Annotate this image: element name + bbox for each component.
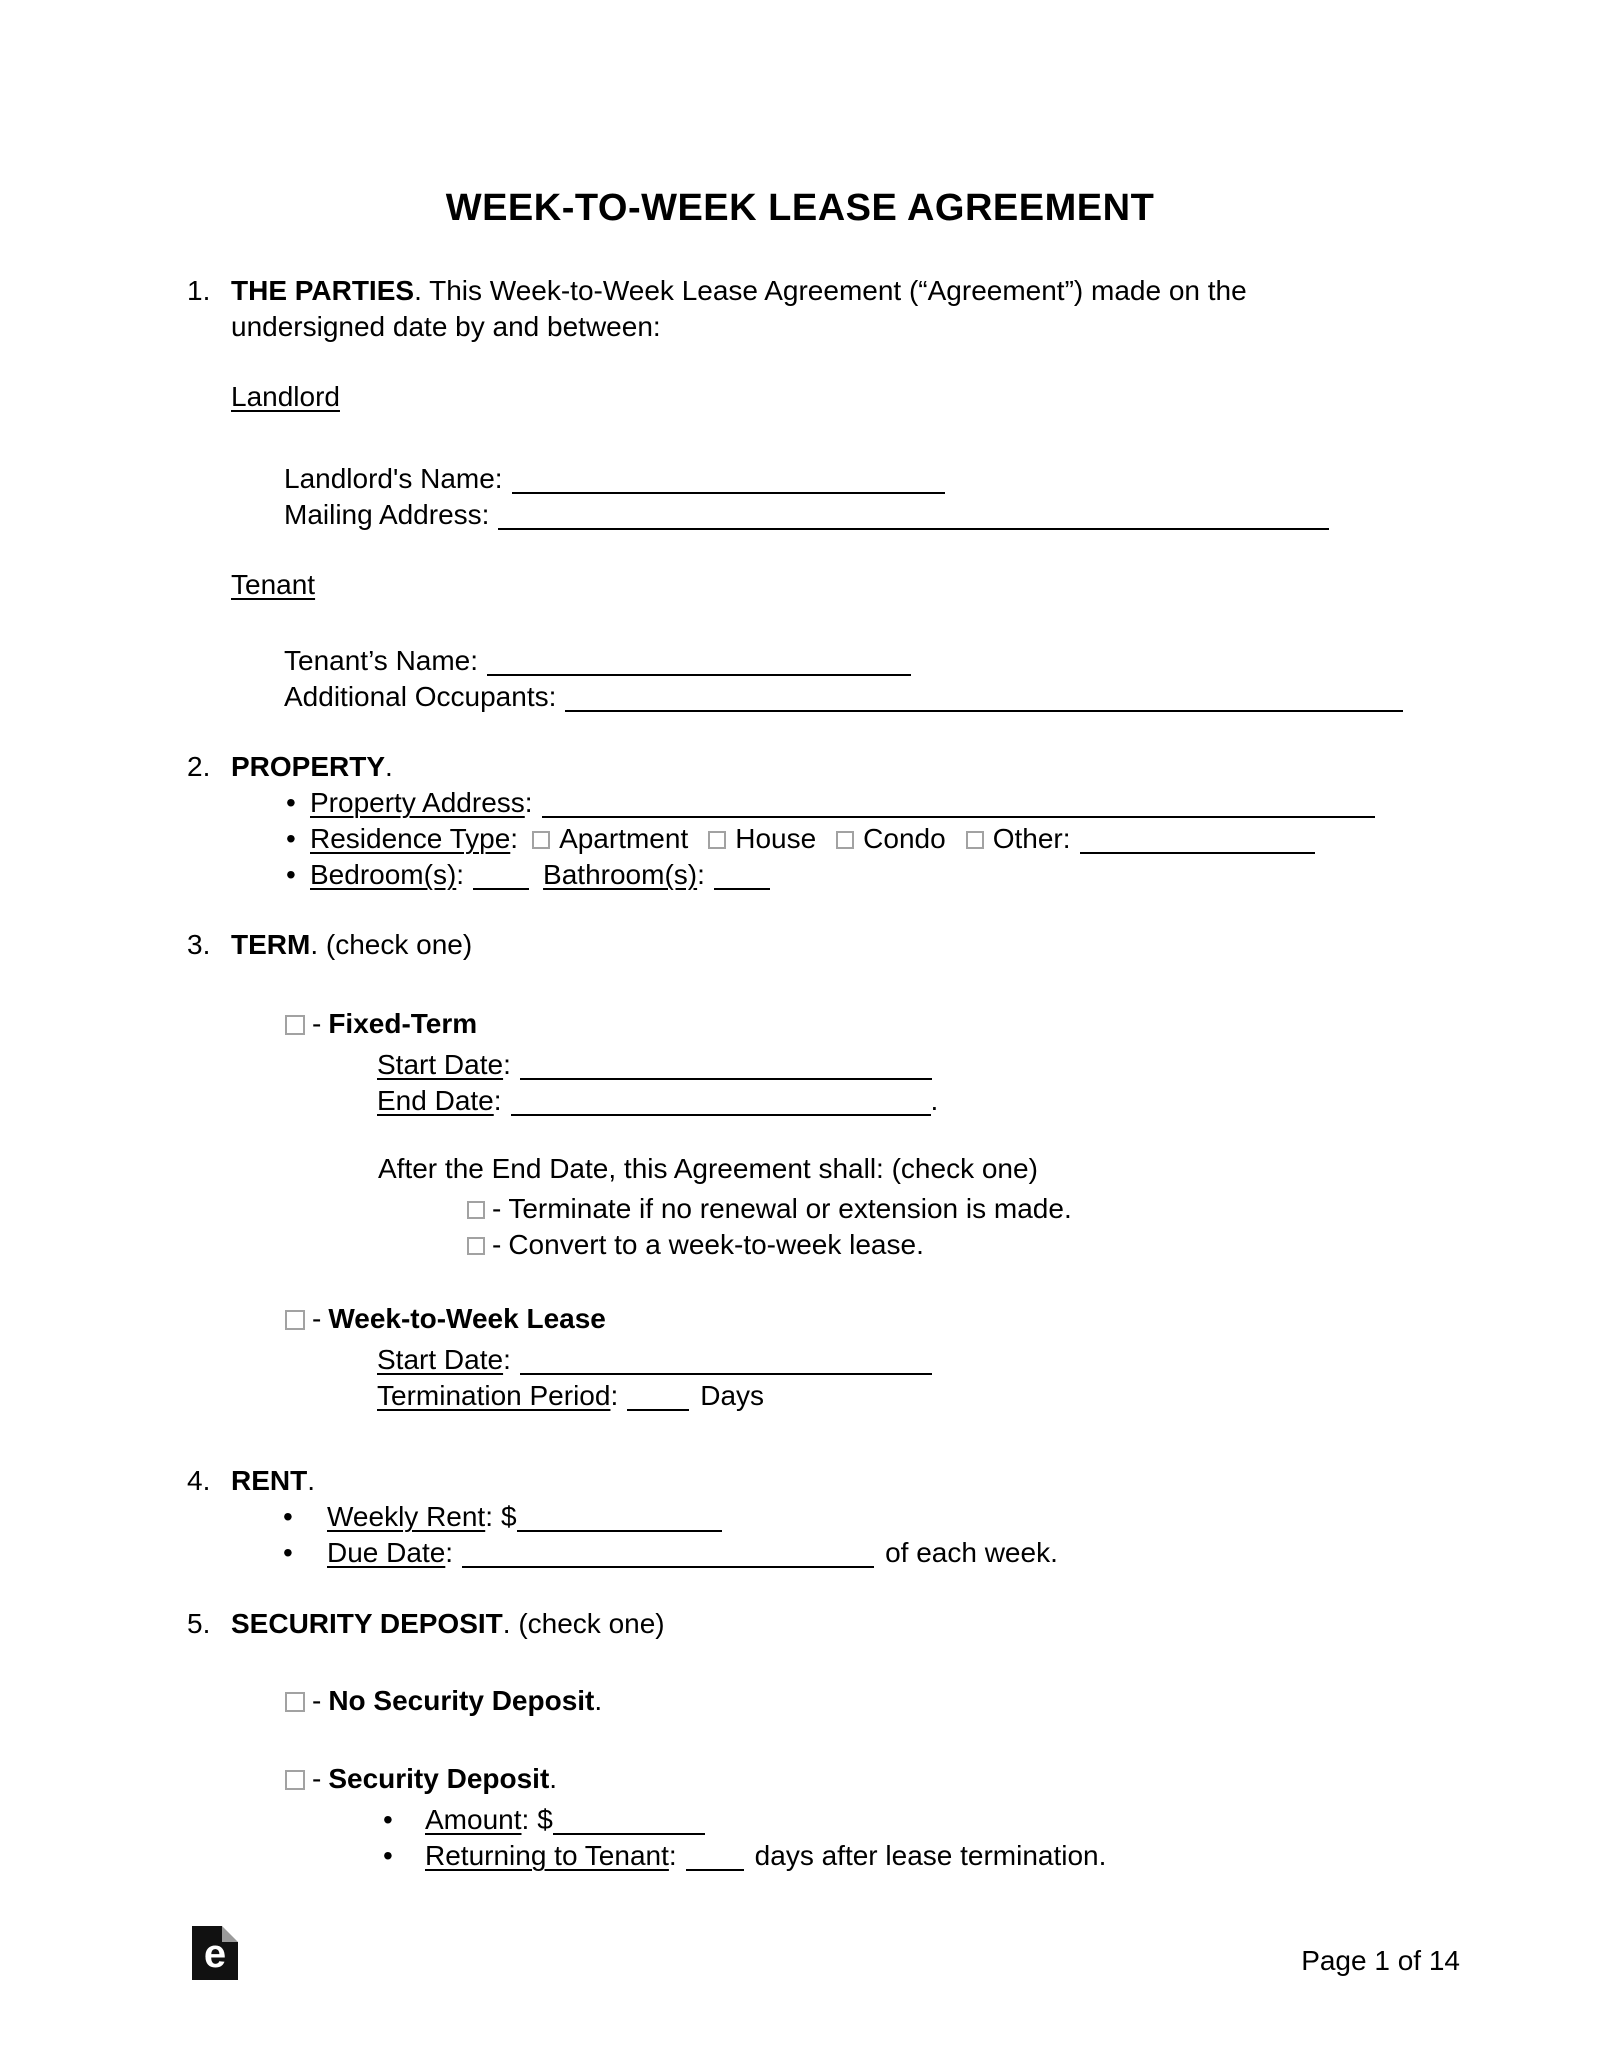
colon: : — [493, 1085, 502, 1116]
property-address-line — [310, 786, 1375, 820]
section-5-number: 5. — [187, 1608, 211, 1639]
returning-to-tenant-label: Returning to Tenant — [425, 1840, 669, 1871]
amount-label: Amount — [425, 1804, 522, 1835]
returning-days-blank[interactable] — [686, 1843, 744, 1871]
bullet-icon: • — [286, 859, 296, 890]
weekly-rent-line — [327, 1500, 722, 1534]
period: . — [594, 1685, 603, 1716]
other-checkbox[interactable] — [966, 831, 984, 849]
section-2-number: 2. — [187, 751, 211, 782]
termination-period-label: Termination Period — [377, 1380, 611, 1411]
colon: : — [503, 1344, 511, 1375]
tenant-name-label: Tenant’s Name — [284, 645, 471, 676]
amount-line — [425, 1803, 705, 1837]
property-address-blank[interactable] — [542, 790, 1375, 818]
colon: : — [470, 645, 479, 676]
residence-type-label: Residence Type — [310, 823, 511, 854]
bullet-icon: • — [383, 1804, 393, 1835]
page-number: Page 1 of 14 — [1301, 1945, 1460, 1976]
convert-option-line — [467, 1228, 924, 1262]
condo-option-label: Condo — [863, 823, 946, 854]
convert-checkbox[interactable] — [467, 1237, 485, 1255]
other-residence-blank[interactable] — [1080, 826, 1315, 854]
residence-type-line — [310, 822, 1315, 856]
security-deposit-line — [285, 1762, 557, 1796]
no-security-deposit-label: No Security Deposit — [328, 1685, 595, 1716]
fixed-term-option-line — [285, 1007, 477, 1041]
parties-heading-rest: . This Week-to-Week Lease Agreement (“Agreement”) made on the — [414, 275, 1247, 306]
tenant-name-line — [284, 644, 911, 678]
no-security-deposit-checkbox[interactable] — [285, 1692, 305, 1712]
days-suffix: Days — [700, 1380, 765, 1411]
landlord-heading: Landlord — [231, 381, 340, 412]
colon: : — [548, 681, 557, 712]
w2w-start-date-line — [377, 1343, 932, 1377]
colon: : — [503, 1049, 511, 1080]
no-security-deposit-line — [285, 1684, 602, 1718]
dash: - — [312, 1763, 322, 1794]
returning-suffix: days after lease termination. — [754, 1840, 1107, 1871]
bullet-icon: • — [383, 1840, 393, 1871]
term-heading-line — [231, 928, 472, 962]
fixed-start-date-blank[interactable] — [520, 1052, 932, 1080]
week-to-week-option-line — [285, 1302, 606, 1336]
mailing-address-line — [284, 498, 1329, 532]
dollar-sign: $ — [501, 1501, 517, 1532]
terminate-option-label: Terminate if no renewal or extension is made. — [508, 1193, 1072, 1224]
additional-occupants-line — [284, 680, 1403, 714]
mailing-address-label: Mailing Address — [284, 499, 482, 530]
bullet-icon: • — [283, 1537, 293, 1568]
colon: : — [481, 499, 490, 530]
landlord-name-blank[interactable] — [512, 466, 945, 494]
bullet-icon: • — [286, 823, 296, 854]
security-deposit-checkbox[interactable] — [285, 1770, 305, 1790]
returning-line — [425, 1839, 1106, 1873]
due-date-label: Due Date — [327, 1537, 446, 1568]
house-checkbox[interactable] — [708, 831, 726, 849]
term-heading: TERM — [231, 929, 311, 960]
week-to-week-label: Week-to-Week Lease — [328, 1303, 606, 1334]
property-heading-line — [231, 750, 393, 784]
fixed-end-date-blank[interactable] — [511, 1088, 931, 1116]
w2w-start-date-blank[interactable] — [520, 1347, 932, 1375]
colon: : — [510, 823, 519, 854]
section-1-number: 1. — [187, 275, 211, 306]
bathrooms-label: Bathroom(s) — [543, 859, 698, 890]
dash: - — [312, 1685, 322, 1716]
terminate-option-line — [467, 1192, 1072, 1226]
property-address-label: Property Address — [310, 787, 525, 818]
fixed-term-checkbox[interactable] — [285, 1015, 305, 1035]
colon: : — [521, 1804, 530, 1835]
eforms-logo-letter: e — [203, 1932, 227, 1976]
parties-heading: THE PARTIES — [231, 275, 415, 306]
colon: : — [485, 1501, 493, 1532]
dash: - — [492, 1229, 502, 1260]
mailing-address-blank[interactable] — [498, 502, 1329, 530]
eforms-logo-icon — [192, 1926, 238, 1980]
house-option-label: House — [735, 823, 817, 854]
weekly-rent-blank[interactable] — [517, 1504, 722, 1532]
rent-heading: RENT — [231, 1465, 308, 1496]
colon: : — [445, 1537, 454, 1568]
period: . — [930, 1085, 939, 1116]
fixed-end-date-line — [377, 1084, 938, 1118]
security-deposit-label: Security Deposit — [328, 1763, 550, 1794]
condo-checkbox[interactable] — [836, 831, 854, 849]
due-date-line — [327, 1536, 1058, 1570]
other-option-label: Other — [992, 823, 1063, 854]
parties-heading-line — [231, 274, 1247, 308]
colon: : — [456, 859, 465, 890]
colon: : — [1062, 823, 1071, 854]
convert-option-label: Convert to a week-to-week lease. — [508, 1229, 924, 1260]
tenant-name-blank[interactable] — [487, 648, 911, 676]
term-heading-rest: . (check one) — [310, 929, 473, 960]
colon: : — [524, 787, 533, 818]
additional-occupants-label: Additional Occupants — [284, 681, 549, 712]
dash: - — [492, 1193, 502, 1224]
bedrooms-label: Bedroom(s) — [310, 859, 457, 890]
section-3-number: 3. — [187, 929, 211, 960]
terminate-checkbox[interactable] — [467, 1201, 485, 1219]
colon: : — [494, 463, 503, 494]
colon: : — [697, 859, 705, 890]
fixed-start-date-line — [377, 1048, 932, 1082]
due-date-suffix: of each week. — [885, 1537, 1058, 1568]
weekly-rent-label: Weekly Rent — [327, 1501, 486, 1532]
apartment-option-label: Apartment — [559, 823, 689, 854]
period: . — [549, 1763, 558, 1794]
section-4-number: 4. — [187, 1465, 211, 1496]
landlord-name-label: Landlord's Name — [284, 463, 495, 494]
property-heading-rest: . — [385, 751, 393, 782]
security-deposit-heading: SECURITY DEPOSIT — [231, 1608, 503, 1639]
bedrooms-bathrooms-line — [310, 858, 770, 892]
dash: - — [312, 1303, 322, 1334]
colon: : — [668, 1840, 677, 1871]
bullet-icon: • — [286, 787, 296, 818]
bathrooms-blank[interactable] — [714, 862, 770, 890]
landlord-name-line — [284, 462, 945, 496]
additional-occupants-blank[interactable] — [565, 684, 1403, 712]
colon: : — [610, 1380, 619, 1411]
bullet-icon: • — [283, 1501, 293, 1532]
rent-heading-rest: . — [307, 1465, 316, 1496]
bedrooms-blank[interactable] — [473, 862, 529, 890]
week-to-week-checkbox[interactable] — [285, 1310, 305, 1330]
security-heading-rest: . (check one) — [502, 1608, 665, 1639]
start-date-label: Start Date — [377, 1049, 504, 1080]
fixed-term-label: Fixed-Term — [328, 1008, 478, 1039]
property-heading: PROPERTY — [231, 751, 386, 782]
dash: - — [312, 1008, 322, 1039]
parties-line2: undersigned date by and between: — [231, 311, 661, 342]
rent-heading-line — [231, 1464, 315, 1498]
end-date-label: End Date — [377, 1085, 494, 1116]
start-date-label: Start Date — [377, 1344, 504, 1375]
after-end-date-line: After the End Date, this Agreement shall: (check one) — [378, 1153, 1038, 1184]
apartment-checkbox[interactable] — [532, 831, 550, 849]
dollar-sign: $ — [537, 1804, 553, 1835]
amount-blank[interactable] — [553, 1807, 705, 1835]
security-heading-line — [231, 1607, 665, 1641]
document-title: WEEK-TO-WEEK LEASE AGREEMENT — [445, 187, 1155, 229]
termination-period-blank[interactable] — [627, 1383, 689, 1411]
due-date-blank[interactable] — [462, 1540, 874, 1568]
termination-period-line — [377, 1379, 764, 1413]
tenant-heading: Tenant — [231, 569, 316, 600]
